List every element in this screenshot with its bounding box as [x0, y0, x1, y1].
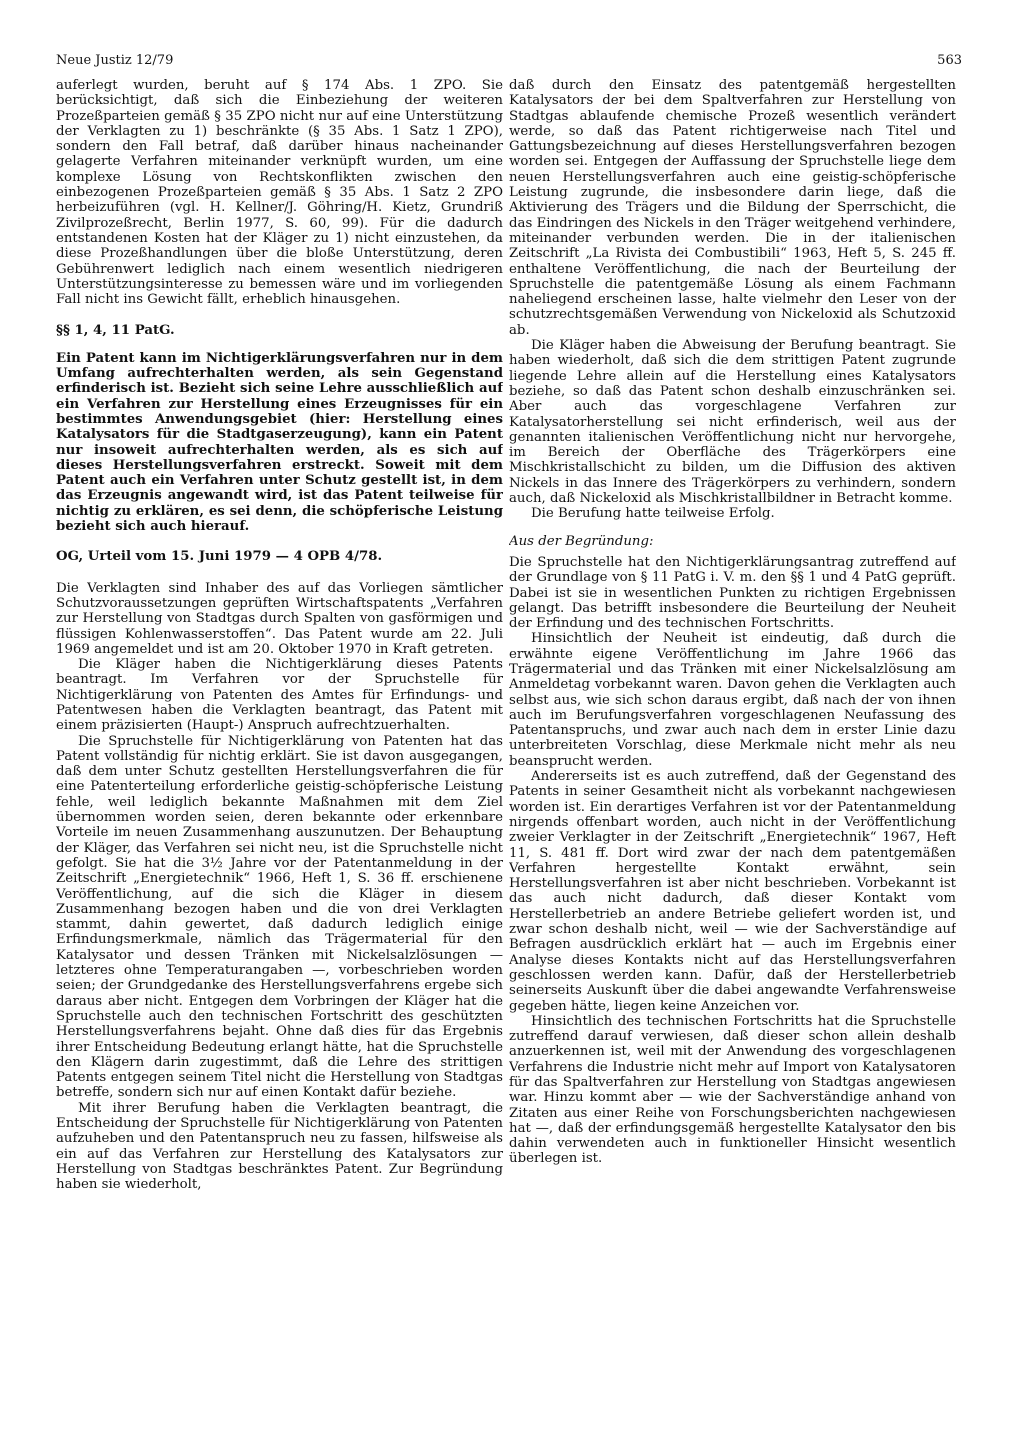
- paragraph: Hinsichtlich der Neuheit ist eindeutig, daß durch die erwähnte eigene Veröffentlichung im Jahre 1966 das Trägermaterial und das Tränken mit einer Nickelsalzlösung am Anmeldetag vorbekannt waren. Davon gehen die Verklagten auch selbst aus, wie sich schon daraus ergibt, daß nach der von ihnen auch im Berufungsverfahren vorgeschlagenen Neufassung des Patentanspruchs, und zwar auch nach dem in erster Linie dazu unterbreiteten Vorschlag, diese Merkmale nicht mehr als neu beansprucht werden.: [509, 631, 956, 769]
- court-citation: OG, Urteil vom 15. Juni 1979 — 4 OPB 4/78.: [56, 549, 383, 565]
- continued-paragraph: auferlegt wurden, beruht auf § 174 Abs. 1 ZPO. Sie berücksichtigt, daß sich die Einbeziehung der weiteren Prozeßparteien gemäß § 35 ZPO nicht nur auf eine Unterstützung der Verklagten zu 1) beschränkte (§ 35 Abs. 1 Satz 1 ZPO), sondern den Fall betraf, daß darüber hinaus nacheinander gelagerte Verfahren miteinander verknüpft wurden, um eine komplexe Lösung von Rechtskonflikten zwischen den einbezogenen Prozeßparteien gemäß § 35 Abs. 1 Satz 2 ZPO herbeizuführen (vgl. H. Kellner/J. Göhring/H. Kietz, Grundriß Zivilprozeßrecht, Berlin 1977, S. 60, 99). Für die dadurch entstandenen Kosten hat der Kläger zu 1) nicht einzustehen, da diese Prozeßhandlungen über die bloße Unterstützung, deren Gebührenwert lediglich nach einem wesentlich niedrigeren Unterstützungsinteresse zu bemessen wäre und im vorliegenden Fall nicht ins Gewicht fällt, erheblich hinausgehen.: [56, 78, 503, 308]
- continued-paragraph: daß durch den Einsatz des patentgemäß hergestellten Katalysators der bei dem Spaltverfahren zur Herstellung von Stadtgas ablaufende chemische Prozeß wesentlich verändert werde, so daß das Patent richtigerweise nach Titel und Gattungsbezeichnung auf dieses Herstellungsverfahren bezogen worden sei. Entgegen der Auffassung der Spruchstelle liege dem neuen Herstellungsverfahren auch eine geistig-schöpferische Leistung zugrunde, die insbesondere darin liege, daß die Aktivierung des Trägers und die Bildung der Sperrschicht, die das Eindringen des Nickels in den Träger weitgehend verhindere, miteinander verbunden werden. Die in der italienischen Zeitschrift „La Rivista dei Combustibili“ 1963, Heft 5, S. 245 ff. enthaltene Veröffentlichung, die nach der Beurteilung der Spruchstelle die patentgemäße Lösung als einem Fachmann naheliegend erscheinen lasse, halte vielmehr den Leser von der schutzrechtsgemäßen Verwendung von Nickeloxid als Schutzoxid ab.: [509, 78, 956, 338]
- journal-issue: Neue Justiz 12/79: [56, 53, 174, 68]
- right-column: [509, 78, 956, 1408]
- paragraph: Die Berufung hatte teilweise Erfolg.: [531, 506, 775, 522]
- paragraph: Die Spruchstelle für Nichtigerklärung von Patenten hat das Patent vollständig für nichtig erklärt. Sie ist davon ausgegangen, daß dem unter Schutz gestellten Herstellungsverfahren die für eine Patenterteilung erforderliche geistig-schöpferische Leistung fehle, weil lediglich bekannte Maßnahmen mit dem Ziel übernommen worden seien, deren bekannte oder erkennbare Vorteile im neuen Zusammenhang auszunutzen. Der Behauptung der Kläger, das Verfahren sei nicht neu, ist die Spruchstelle nicht gefolgt. Sie hat die 3½ Jahre vor der Patentanmeldung in der Zeitschrift „Energietechnik“ 1966, Heft 1, S. 36 ff. erschienene Veröffentlichung, auf die sich die Kläger in diesem Zusammenhang bezogen haben und die von drei Verklagten stammt, dahin gewertet, daß dadurch lediglich einige Erfindungsmerkmale, nämlich das Trägermaterial für den Katalysator und dessen Tränken mit Nickelsalzlösungen — letzteres ohne Temperaturangaben —, vorbeschrieben worden seien; der Grundgedanke des Herstellungsverfahrens ergebe sich daraus aber nicht. Entgegen dem Vorbringen der Kläger hat die Spruchstelle auch den technischen Fortschritt des geschützten Herstellungsverfahrens bejaht. Ohne daß dies für das Ergebnis ihrer Entscheidung Bedeutung erlangt hätte, hat die Spruchstelle den Klägern darin zugestimmt, daß die Lehre des strittigen Patents entgegen seinem Titel nicht die Herstellung von Stadtgas betreffe, sondern sich nur auf einen Kontakt dafür beziehe.: [56, 733, 503, 1101]
- paragraph: Die Verklagten sind Inhaber des auf das Vorliegen sämtlicher Schutzvoraussetzungen geprüften Wirtschaftspatents „Verfahren zur Herstellung von Stadtgas durch Spalten von gasförmigen und flüssigen Kohlenwasserstoffen“. Das Patent wurde am 22. Juli 1969 angemeldet und ist am 20. Oktober 1970 in Kraft getreten.: [56, 580, 503, 657]
- headnote: Ein Patent kann im Nichtigerklärungsverfahren nur in dem Umfang aufrechterhalten werden, als sein Gegenstand erfinderisch ist. Bezieht sich seine Lehre ausschließlich auf ein Verfahren zur Herstellung eines Erzeugnisses für ein bestimmtes Anwendungsgebiet (hier: Herstellung eines Katalysators für die Stadtgaserzeugung), kann ein Patent nur insoweit aufrechterhalten werden, als es sich auf dieses Herstellungsverfahren erstreckt. Soweit mit dem Patent auch ein Verfahren unter Schutz gestellt ist, in dem das Erzeugnis angewandt wird, ist das Patent teilweise für nichtig zu erklären, es sei denn, die schöpferische Leistung bezieht sich auch hierauf.: [56, 350, 503, 535]
- left-column: [56, 78, 503, 1408]
- subheading: Aus der Begründung:: [509, 533, 654, 549]
- page-header: [56, 52, 962, 70]
- paragraph: Die Spruchstelle hat den Nichtigerklärungsantrag zutreffend auf der Grundlage von § 11 PatG i. V. m. den §§ 1 und 4 PatG geprüft. Dabei ist sie in wesentlichen Punkten zu richtigen Ergebnissen gelangt. Das betrifft insbesondere die Beurteilung der Neuheit der Erfindung und des technischen Fortschritts.: [509, 554, 956, 632]
- page-number: 563: [937, 53, 962, 68]
- paragraph: Die Kläger haben die Abweisung der Berufung beantragt. Sie haben wiederholt, daß sich die dem strittigen Patent zugrunde liegende Lehre allein auf die Herstellung eines Katalysators beziehe, so daß das Patent schon deshalb einzuschränken sei. Aber auch das vorgeschlagene Verfahren zur Katalysatorherstellung sei nicht erfinderisch, weil aus der genannten italienischen Veröffentlichung nicht nur hervorgehe, im Bereich der Oberfläche des Trägerkörpers eine Mischkristallschicht zu bilden, um die Diffusion des aktiven Nickels in das Innere des Trägerkörpers zu verhindern, sondern auch, daß Nickeloxid als Mischkristallbildner in Betracht komme.: [509, 338, 956, 507]
- paragraph: Hinsichtlich des technischen Fortschritts hat die Spruchstelle zutreffend darauf verwiesen, daß dieser schon allein deshalb anzuerkennen ist, weil mit der Anwendung des vorgeschlagenen Verfahrens die Industrie nicht mehr auf Import von Katalysatoren für das Spaltverfahren zur Herstellung von Stadtgas angewiesen war. Hinzu kommt aber — wie der Sachverständige anhand von Zitaten aus einer Reihe von Forschungsberichten nachgewiesen hat —, daß der erfindungsgemäß hergestellte Katalysator den bis dahin verwendeten auch in funktioneller Hinsicht wesentlich überlegen ist.: [509, 1013, 956, 1167]
- paragraph: Die Kläger haben die Nichtigerklärung dieses Patents beantragt. Im Verfahren vor der Spruchstelle für Nichtigerklärung von Patenten des Amtes für Erfindungs- und Patentwesen haben die Verklagten beantragt, das Patent mit einem präzisierten (Haupt-) Anspruch aufrechtzuerhalten.: [56, 657, 503, 734]
- paragraph: Mit ihrer Berufung haben die Verklagten beantragt, die Entscheidung der Spruchstelle für Nichtigerklärung von Patenten aufzuheben und den Patentanspruch neu zu fassen, hilfsweise als ein auf das Verfahren zur Herstellung des Katalysators zur Herstellung von Stadtgas beschränktes Patent. Zur Begründung haben sie wiederholt,: [56, 1100, 503, 1193]
- section-heading: §§ 1, 4, 11 PatG.: [56, 323, 175, 339]
- paragraph: Andererseits ist es auch zutreffend, daß der Gegenstand des Patents in seiner Gesamtheit nicht als vorbekannt nachgewiesen worden ist. Ein derartiges Verfahren ist vor der Patentanmeldung nirgends offenbart worden, auch nicht in der Veröffentlichung zweier Verklagter in der Zeitschrift „Energietechnik“ 1967, Heft 11, S. 481 ff. Dort wird zwar der nach dem patentgemäßen Verfahren hergestellte Kontakt erwähnt, sein Herstellungsverfahren ist aber nicht beschrieben. Vorbekannt ist das auch nicht dadurch, daß dieser Kontakt vom Herstellerbetrieb an andere Betriebe geliefert worden ist, und zwar schon deshalb nicht, weil — wie der Sachverständige auf Befragen ausdrücklich erklärt hat — auch im Ergebnis einer Analyse dieses Kontakts nicht auf das Herstellungsverfahren geschlossen werden kann. Dafür, daß der Herstellerbetrieb seinerseits Auskunft über die dabei angewandte Verfahrensweise gegeben hätte, liegen keine Anzeichen vor.: [509, 769, 956, 1014]
